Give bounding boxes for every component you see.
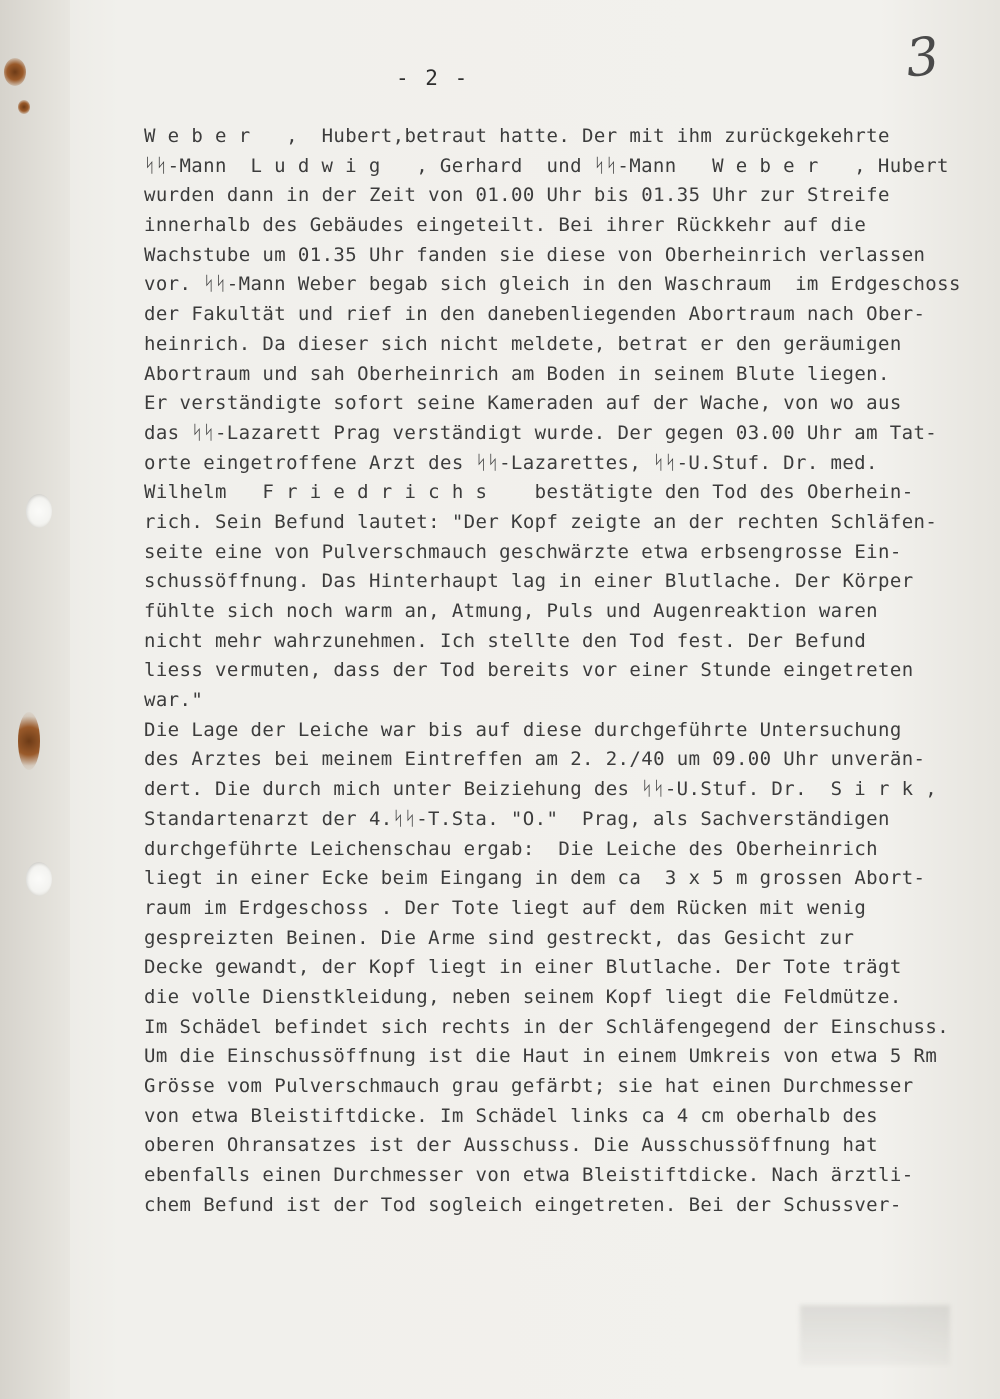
text-line: der Fakultät und rief in den danebenliegenden Abortraum nach Ober- xyxy=(144,303,926,326)
text-line: von etwa Bleistiftdicke. Im Schädel links ca 4 cm oberhalb des xyxy=(144,1104,879,1127)
text-line: die volle Dienstkleidung, neben seinem Kopf liegt die Feldmütze. xyxy=(144,985,902,1008)
text-line: heinrich. Da dieser sich nicht meldete, betrat er den geräumigen xyxy=(144,332,902,355)
text-line: wurden dann in der Zeit von 01.00 Uhr bis 01.35 Uhr zur Streife xyxy=(144,184,890,207)
text-line: nicht mehr wahrzunehmen. Ich stellte den Tod fest. Der Befund xyxy=(144,629,867,652)
text-line: Die Lage der Leiche war bis auf diese durchgeführte Untersuchung xyxy=(144,718,902,741)
text-line: Im Schädel befindet sich rechts in der Schläfengegend der Einschuss. xyxy=(144,1015,950,1038)
text-line: Um die Einschussöffnung ist die Haut in einem Umkreis von etwa 5 Rm xyxy=(144,1045,938,1068)
text-line: liegt in einer Ecke beim Eingang in dem ca 3 x 5 m grossen Abort- xyxy=(144,867,926,890)
text-line: Abortraum und sah Oberheinrich am Boden in seinem Blute liegen. xyxy=(144,362,890,385)
text-line: vor. ᛋᛋ-Mann Weber begab sich gleich in den Waschraum im Erdgeschoss xyxy=(144,273,961,296)
text-line: das ᛋᛋ-Lazarett Prag verständigt wurde. Der gegen 03.00 Uhr am Tat- xyxy=(144,421,938,444)
punch-hole-upper xyxy=(26,494,52,528)
text-line: innerhalb des Gebäudes eingeteilt. Bei ihrer Rückkehr auf die xyxy=(144,214,867,237)
text-line: Standartenarzt der 4.ᛋᛋ-T.Sta. "O." Prag, als Sachverständigen xyxy=(144,807,890,830)
rust-stain-top xyxy=(4,58,26,86)
text-line: des Arztes bei meinem Eintreffen am 2. 2./40 um 09.00 Uhr unverän- xyxy=(144,748,926,771)
text-line: fühlte sich noch warm an, Atmung, Puls und Augenreaktion waren xyxy=(144,600,879,622)
faded-stamp xyxy=(800,1305,950,1365)
rust-stain-top-small xyxy=(18,100,30,114)
text-line: W e b e r , Hubert,betraut hatte. Der mit ihm zurückgekehrte xyxy=(144,125,890,147)
page-edge-shadow xyxy=(0,0,70,1399)
text-line: ebenfalls einen Durchmesser von etwa Bleistiftdicke. Nach ärztli- xyxy=(144,1164,914,1187)
text-line: ᛋᛋ-Mann L u d w i g , Gerhard und ᛋᛋ-Mann W e b e r , Hubert xyxy=(144,154,949,177)
typewritten-body xyxy=(144,122,984,1220)
text-line: orte eingetroffene Arzt des ᛋᛋ-Lazarettes, ᛋᛋ-U.Stuf. Dr. med. xyxy=(144,451,878,474)
text-line: Wachstube um 01.35 Uhr fanden sie diese von Oberheinrich verlassen xyxy=(144,243,926,266)
page-number: - 2 - xyxy=(396,66,470,90)
text-line: schussöffnung. Das Hinterhaupt lag in einer Blutlache. Der Körper xyxy=(144,570,914,593)
text-line: liess vermuten, dass der Tod bereits vor einer Stunde eingetreten xyxy=(144,659,914,682)
text-line: war." xyxy=(144,689,204,712)
text-line: durchgeführte Leichenschau ergab: Die Leiche des Oberheinrich xyxy=(144,837,879,860)
text-line: raum im Erdgeschoss . Der Tote liegt auf dem Rücken mit wenig xyxy=(144,896,867,919)
text-line: Decke gewandt, der Kopf liegt in einer Blutlache. Der Tote trägt xyxy=(144,956,902,979)
text-line: chem Befund ist der Tod sogleich eingetreten. Bei der Schussver- xyxy=(144,1193,902,1216)
text-line: Wilhelm F r i e d r i c h s bestätigte den Tod des Oberhein- xyxy=(144,481,914,504)
text-line: dert. Die durch mich unter Beiziehung des ᛋᛋ-U.Stuf. Dr. S i r k , xyxy=(144,778,938,801)
text-line: gespreizten Beinen. Die Arme sind gestreckt, das Gesicht zur xyxy=(144,926,855,949)
text-line: Er verständigte sofort seine Kameraden auf der Wache, von wo aus xyxy=(144,392,902,415)
text-line: oberen Ohransatzes ist der Ausschuss. Die Ausschussöffnung hat xyxy=(144,1134,879,1157)
text-line: rich. Sein Befund lautet: "Der Kopf zeigte an der rechten Schläfen- xyxy=(144,510,938,533)
text-line: Grösse vom Pulverschmauch grau gefärbt; sie hat einen Durchmesser xyxy=(144,1075,914,1097)
rust-stain-middle xyxy=(18,712,40,770)
handwritten-folio-number: 3 xyxy=(902,26,943,90)
text-line: seite eine von Pulverschmauch geschwärzte etwa erbsengrosse Ein- xyxy=(144,540,902,563)
punch-hole-lower xyxy=(26,862,52,896)
